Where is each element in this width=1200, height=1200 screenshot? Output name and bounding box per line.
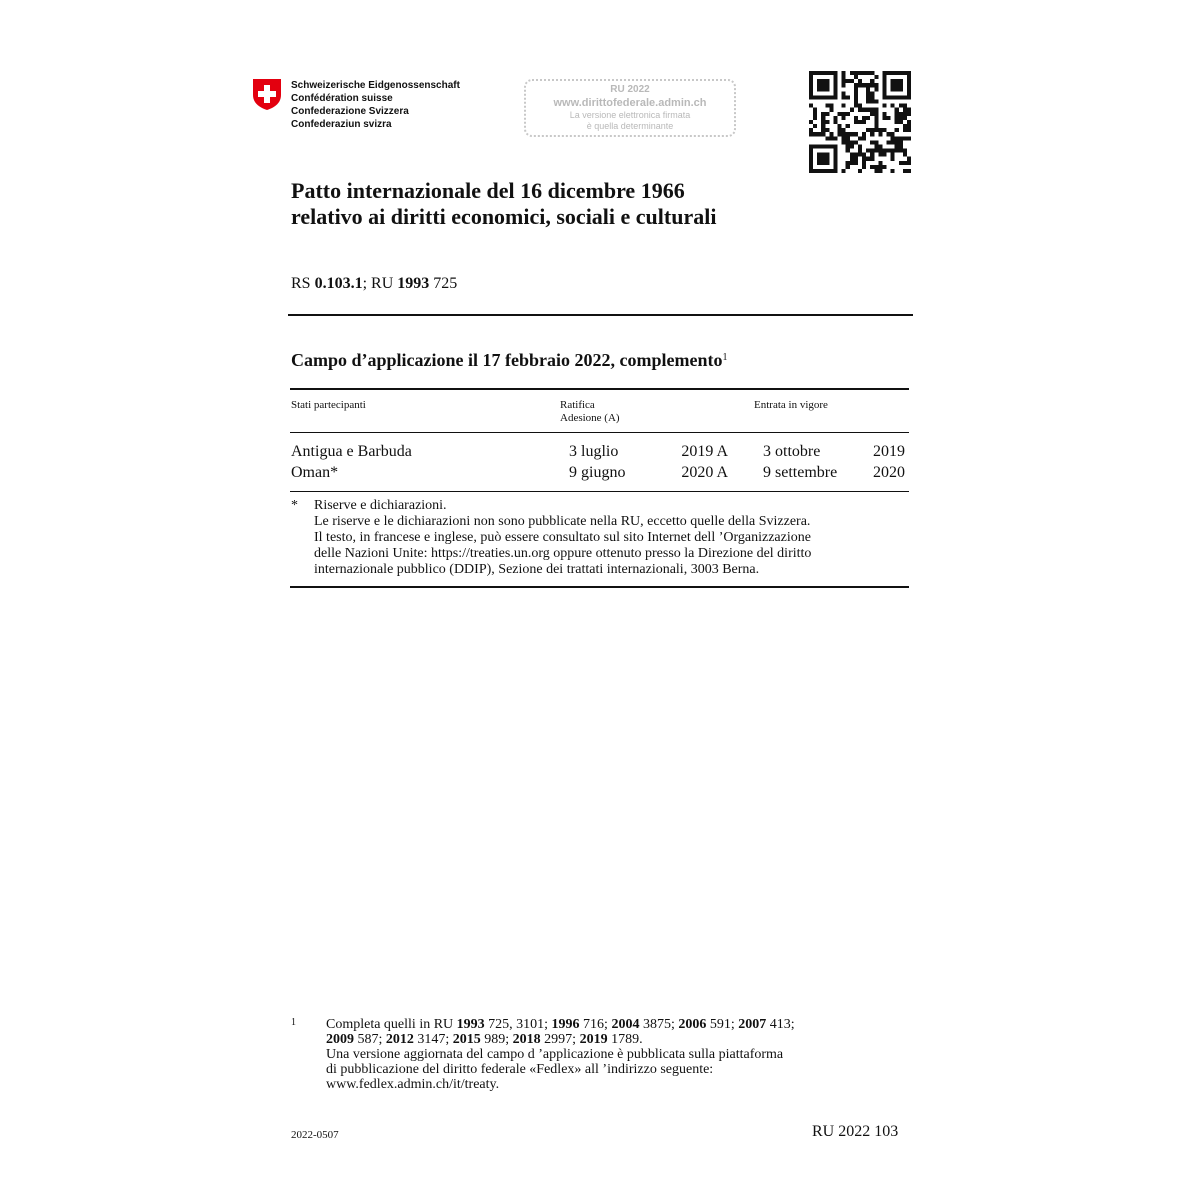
qr-code-icon bbox=[809, 71, 911, 173]
footnote-refs-line-2 bbox=[326, 1032, 886, 1047]
rs-prefix: RS bbox=[291, 275, 315, 292]
table-body-rule bbox=[290, 491, 909, 492]
page-reference: RU 2022 103 bbox=[812, 1123, 899, 1140]
header-ratification-line-2: Adesione (A) bbox=[560, 412, 620, 424]
ref-pages: 989; bbox=[480, 1032, 513, 1047]
ref-pages: 725, 3101; bbox=[484, 1017, 552, 1032]
table-row bbox=[0, 463, 1200, 483]
ref-pages: 413; bbox=[766, 1017, 795, 1032]
scope-heading bbox=[291, 350, 727, 371]
ref-pages: 2997; bbox=[540, 1032, 580, 1047]
entry-date: 9 settembre bbox=[763, 464, 838, 481]
rs-number: 0.103.1 bbox=[314, 275, 363, 292]
ref-year: 2019 bbox=[579, 1032, 608, 1047]
ru-separator: ; RU bbox=[362, 275, 398, 292]
ref-year: 2007 bbox=[738, 1017, 767, 1032]
ref-year: 2018 bbox=[512, 1032, 541, 1047]
header-states: Stati partecipanti bbox=[291, 399, 366, 411]
ref-pages: 716; bbox=[579, 1017, 612, 1032]
title-line-2: relativo ai diritti economici, sociali e culturali bbox=[291, 204, 717, 229]
entry-year: 2019 bbox=[873, 443, 905, 460]
stamp-line-4: è quella determinante bbox=[586, 121, 674, 131]
header-entry-into-force: Entrata in vigore bbox=[754, 399, 828, 411]
ref-year: 2004 bbox=[611, 1017, 640, 1032]
footnote-number: 1 bbox=[291, 1017, 296, 1028]
ru-year: 1993 bbox=[397, 275, 430, 292]
document-number: 2022-0507 bbox=[291, 1129, 339, 1141]
confederation-name-rm: Confederaziun svizra bbox=[291, 119, 392, 130]
ref-pages: 591; bbox=[706, 1017, 739, 1032]
footnote-refs-line-1 bbox=[326, 1017, 886, 1032]
ratification-date: 9 giugno bbox=[569, 464, 626, 481]
entry-date: 3 ottobre bbox=[763, 443, 821, 460]
entry-year: 2020 bbox=[873, 464, 905, 481]
note-mark: * bbox=[291, 498, 298, 513]
ru-page: 725 bbox=[429, 275, 458, 292]
note-line: Riserve e dichiarazioni. bbox=[314, 498, 447, 513]
stamp-line-1: RU 2022 bbox=[610, 84, 650, 95]
footnote-prefix: Completa quelli in RU bbox=[326, 1017, 457, 1032]
note-line: internazionale pubblico (DDIP), Sezione dei trattati internazionali, 3003 Berna. bbox=[314, 562, 760, 577]
ref-pages: 1789. bbox=[607, 1032, 643, 1047]
confederation-name-it: Confederazione Svizzera bbox=[291, 106, 409, 117]
ratification-date: 3 luglio bbox=[569, 443, 619, 460]
scope-footnote-mark: 1 bbox=[722, 352, 728, 363]
note-line: Le riserve e le dichiarazioni non sono pubblicate nella RU, eccetto quelle della Svizzera. bbox=[314, 514, 811, 529]
table-header-rule bbox=[290, 432, 909, 433]
document-title bbox=[291, 178, 716, 230]
ref-year: 2012 bbox=[385, 1032, 414, 1047]
reference-line bbox=[291, 275, 457, 293]
scope-heading-text: Campo d’applicazione il 17 febbraio 2022, complemento bbox=[291, 350, 723, 370]
table-bottom-rule bbox=[290, 586, 909, 588]
ratification-year: 2019 A bbox=[681, 443, 728, 460]
table-top-rule bbox=[290, 388, 909, 390]
header-ratification-line-1: Ratifica bbox=[560, 399, 595, 411]
ref-pages: 3875; bbox=[639, 1017, 679, 1032]
ref-year: 1996 bbox=[551, 1017, 580, 1032]
ref-year: 2006 bbox=[678, 1017, 707, 1032]
electronic-version-stamp bbox=[524, 79, 736, 137]
footnote-line: di pubblicazione del diritto federale «Fedlex» all ’indirizzo seguente: bbox=[326, 1062, 714, 1077]
confederation-name-fr: Confédération suisse bbox=[291, 93, 393, 104]
footnote-line: www.fedlex.admin.ch/it/treaty. bbox=[326, 1077, 500, 1092]
swiss-cross-icon bbox=[252, 78, 282, 111]
ref-year: 1993 bbox=[456, 1017, 485, 1032]
ref-pages: 3147; bbox=[413, 1032, 453, 1047]
confederation-name-de: Schweizerische Eidgenossenschaft bbox=[291, 80, 460, 91]
note-line: delle Nazioni Unite: https://treaties.un.org oppure ottenuto presso la Direzione del diritto bbox=[314, 546, 812, 561]
header-ratification bbox=[560, 399, 620, 425]
table-row bbox=[0, 442, 1200, 462]
title-line-1: Patto internazionale del 16 dicembre 1966 bbox=[291, 178, 685, 203]
ref-year: 2015 bbox=[452, 1032, 481, 1047]
note-line: Il testo, in francese e inglese, può essere consultato sul sito Internet dell ’Organizzazione bbox=[314, 530, 811, 545]
footnote-line: Una versione aggiornata del campo d ’applicazione è pubblicata sulla piattaforma bbox=[326, 1047, 784, 1062]
stamp-line-3: La versione elettronica firmata bbox=[569, 110, 691, 120]
ref-pages: 587; bbox=[354, 1032, 386, 1047]
section-divider bbox=[288, 314, 913, 316]
stamp-line-2: www.dirittofederale.admin.ch bbox=[553, 97, 707, 109]
ref-year: 2009 bbox=[326, 1032, 354, 1047]
state-name: Oman* bbox=[291, 464, 339, 481]
confederation-names bbox=[291, 79, 460, 131]
ratification-year: 2020 A bbox=[681, 464, 728, 481]
state-name: Antigua e Barbuda bbox=[291, 443, 412, 460]
